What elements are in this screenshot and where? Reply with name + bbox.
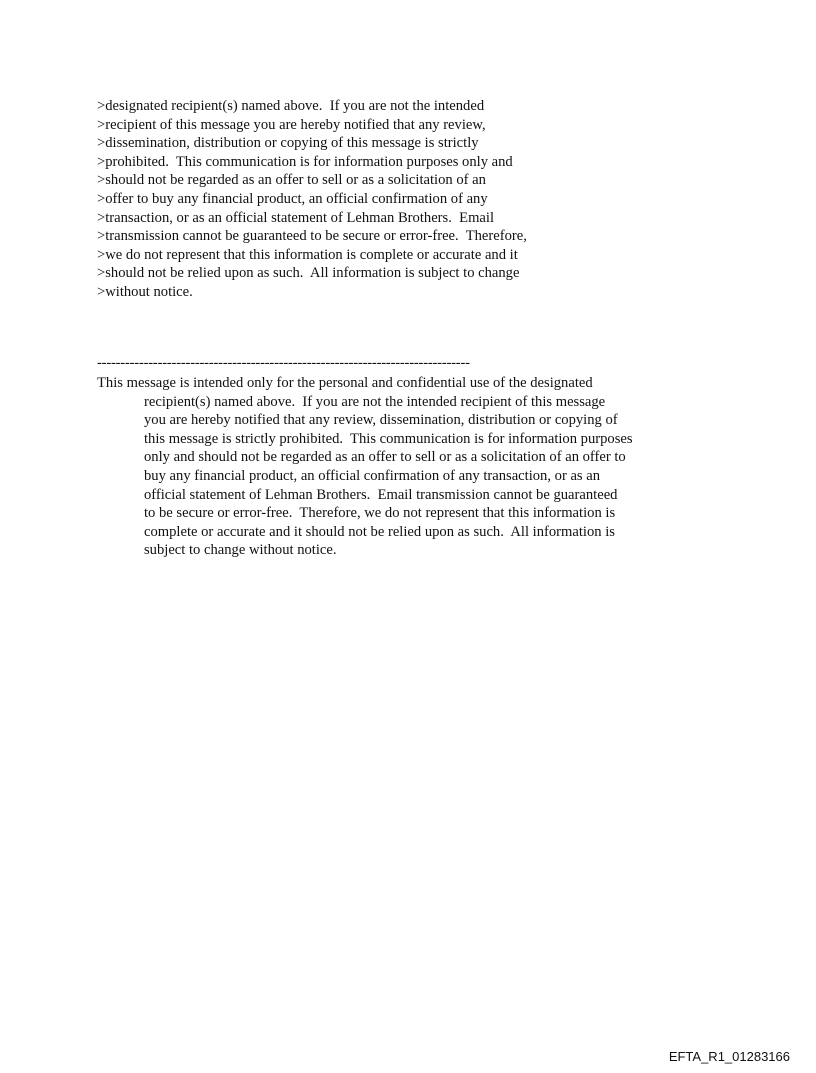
- quoted-line: >designated recipient(s) named above. If you are not the intended: [97, 98, 485, 114]
- disclaimer-line: buy any financial product, an official confirmation of any transaction, or as an: [144, 467, 601, 484]
- disclaimer-line: official statement of Lehman Brothers. Email transmission cannot be guaranteed: [144, 486, 618, 503]
- disclaimer-paragraph: [97, 374, 717, 560]
- disclaimer-first-line: This message is intended only for the personal and confidential use of the designated: [97, 375, 593, 391]
- disclaimer-line: you are hereby notified that any review, dissemination, distribution or copying of: [144, 412, 618, 429]
- quoted-line: >should not be regarded as an offer to sell or as a solicitation of an: [97, 172, 486, 189]
- separator-rule: --------------------------------------------------------------------------------: [97, 355, 470, 371]
- quoted-line: >transaction, or as an official statement of Lehman Brothers. Email: [97, 209, 495, 226]
- disclaimer-line: only and should not be regarded as an offer to sell or as a solicitation of an offer to: [144, 449, 626, 466]
- quoted-line: >recipient of this message you are hereby notified that any review,: [97, 116, 486, 133]
- disclaimer-line: recipient(s) named above. If you are not the intended recipient of this message: [144, 393, 606, 410]
- quoted-line: >without notice.: [97, 283, 193, 300]
- quoted-disclaimer: [97, 97, 737, 302]
- quoted-line: >we do not represent that this information is complete or accurate and it: [97, 246, 518, 263]
- quoted-line: >transmission cannot be guaranteed to be secure or error-free. Therefore,: [97, 228, 527, 245]
- disclaimer-line: complete or accurate and it should not be relied upon as such. All information is: [144, 523, 615, 540]
- quoted-line: >offer to buy any financial product, an official confirmation of any: [97, 190, 488, 207]
- disclaimer-line: to be secure or error-free. Therefore, we do not represent that this information is: [144, 505, 616, 522]
- quoted-line: >prohibited. This communication is for information purposes only and: [97, 153, 513, 170]
- quoted-line: >dissemination, distribution or copying of this message is strictly: [97, 135, 479, 152]
- disclaimer-line: this message is strictly prohibited. This communication is for information purposes: [144, 430, 633, 447]
- quoted-line: >should not be relied upon as such. All information is subject to change: [97, 265, 520, 282]
- disclaimer-line: subject to change without notice.: [144, 542, 337, 559]
- document-id: EFTA_R1_01283166: [668, 1049, 790, 1064]
